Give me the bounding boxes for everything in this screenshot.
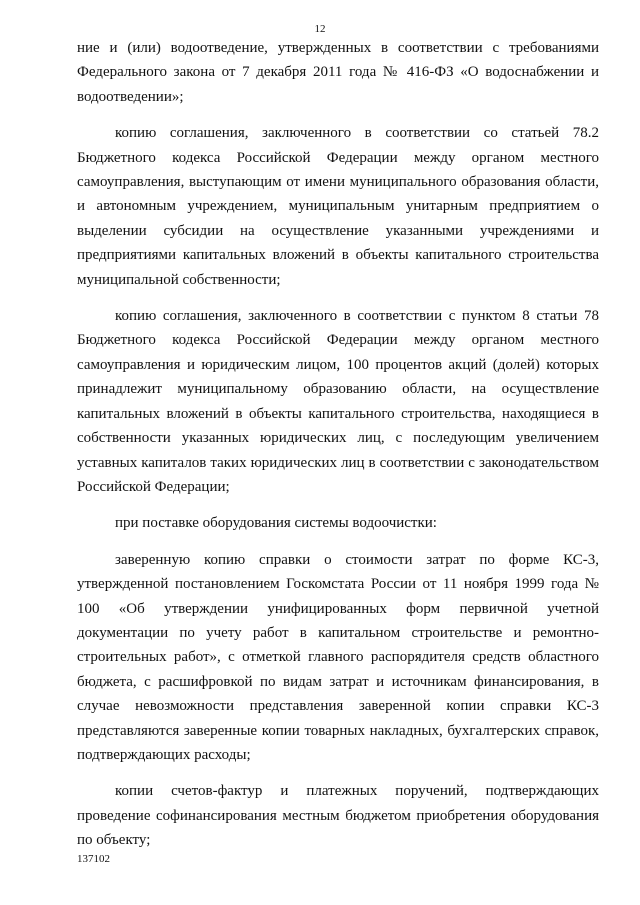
page-number: 12 <box>314 23 326 35</box>
document-code: 137102 <box>77 853 110 865</box>
paragraph-3: копию соглашения, заключенного в соответствии с пунктом 8 статьи 78 Бюджетного кодекса Российской Федерации между органом местного самоуправления и юридическим лицом, 100 процентов акций (долей) которых принадлежит муниципальному образованию области, на осуществление капитальных вложений в объекты капитального строительства, находящиеся в собственности указанных юридических лиц, с последующим увеличением уставных капиталов таких юридических лиц в соответствии с законодательством Российской Федерации; <box>77 308 599 495</box>
paragraph-5: заверенную копию справки о стоимости затрат по форме КС-3, утвержденной постановлением Госкомстата России от 11 ноября 1999 года № 100 «Об утверждении унифицированных форм первичной учетной документации по учету работ в капитальном строительстве и ремонтно-строительных работ», с отметкой главного распорядителя средств областного бюджета, с расшифровкой по видам затрат и источникам финансирования, в случае невозможности представления заверенной копии справки КС-3 представляются заверенные копии товарных накладных, бухгалтерских справок, подтверждающих расходы; <box>77 551 599 763</box>
document-body <box>77 36 599 853</box>
paragraph-1: ние и (или) водоотведение, утвержденных в соответствии с требованиями Федерального закона от 7 декабря 2011 года № 416-ФЗ «О водоснабжении и водоотведении»; <box>77 40 599 105</box>
paragraph-6: копии счетов-фактур и платежных поручений, подтверждающих проведение софинансирования местным бюджетом приобретения оборудования по объекту; <box>77 783 599 849</box>
paragraph-2: копию соглашения, заключенного в соответствии со статьей 78.2 Бюджетного кодекса Российской Федерации между органом местного самоуправления, выступающим от имени муниципального образования области, и автономным учреждением, муниципальным унитарным предприятием о выделении субсидии на осуществление указанными учреждениями и предприятиями капитальных вложений в объекты капитального строительства муниципальной собственности; <box>77 125 599 288</box>
paragraph-4: при поставке оборудования системы водоочистки: <box>115 515 437 532</box>
